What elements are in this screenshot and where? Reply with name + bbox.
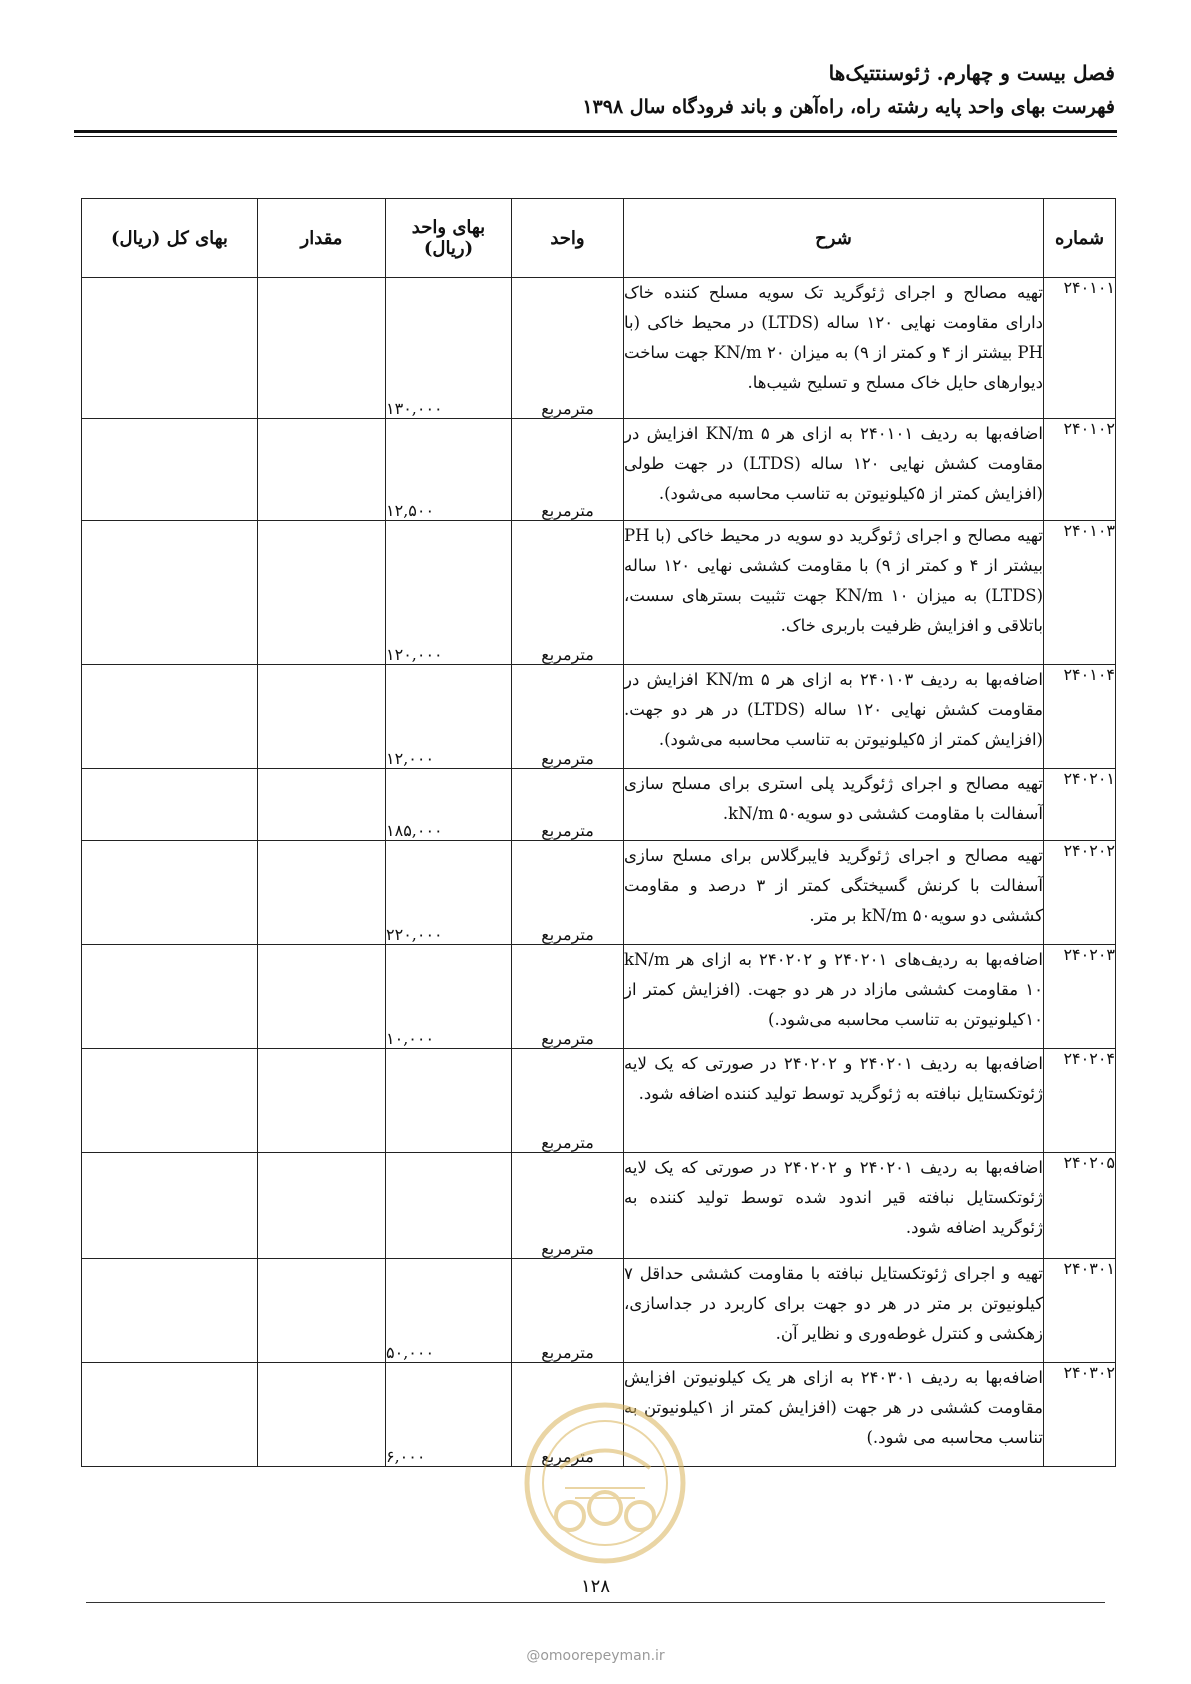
- row-quantity: [258, 521, 386, 665]
- table-row: [82, 521, 1116, 665]
- row-total-price: [82, 278, 258, 419]
- row-unit: مترمربع: [512, 1049, 624, 1153]
- row-unit: مترمربع: [512, 1153, 624, 1259]
- row-description: تهیه مصالح و اجرای ژئوگرید پلی استری برای مسلح سازی آسفالت با مقاومت کششی دو سویه۵۰ kN/m.: [624, 769, 1044, 841]
- row-total-price: [82, 665, 258, 769]
- row-total-price: [82, 945, 258, 1049]
- row-unit-price: ۱۸۵,۰۰۰: [386, 769, 512, 841]
- row-unit-price: ۶,۰۰۰: [386, 1363, 512, 1467]
- row-code: ۲۴۰۱۰۲: [1044, 419, 1116, 521]
- header-rule-thin: [74, 136, 1117, 137]
- row-quantity: [258, 841, 386, 945]
- row-code: ۲۴۰۲۰۵: [1044, 1153, 1116, 1259]
- row-total-price: [82, 1259, 258, 1363]
- column-header-total-price: بهای کل (ریال): [82, 199, 258, 278]
- row-code: ۲۴۰۲۰۳: [1044, 945, 1116, 1049]
- row-total-price: [82, 419, 258, 521]
- table-row: [82, 1363, 1116, 1467]
- page-header: [75, 58, 1115, 122]
- row-description: اضافه‌بها به ردیف ۲۴۰۱۰۱ به ازای هر KN/m ۵ افزایش در مقاومت کشش نهایی ۱۲۰ ساله (LTDS) در جهت طولی (افزایش کمتر از ۵کیلونیوتن به تناسب محاسبه می‌شود).: [624, 419, 1044, 521]
- column-header-quantity: مقدار: [258, 199, 386, 278]
- table-row: [82, 419, 1116, 521]
- row-code: ۲۴۰۳۰۲: [1044, 1363, 1116, 1467]
- row-unit: مترمربع: [512, 769, 624, 841]
- column-header-description: شرح: [624, 199, 1044, 278]
- row-quantity: [258, 1153, 386, 1259]
- page-number: ۱۲۸: [580, 1576, 610, 1597]
- table-row: [82, 1259, 1116, 1363]
- column-header-unit-price: بهای واحد (ریال): [386, 199, 512, 278]
- footer-rule: [86, 1602, 1105, 1603]
- row-code: ۲۴۰۲۰۱: [1044, 769, 1116, 841]
- row-unit: مترمربع: [512, 1259, 624, 1363]
- row-total-price: [82, 521, 258, 665]
- row-unit-price: ۱۳۰,۰۰۰: [386, 278, 512, 419]
- row-description: تهیه مصالح و اجرای ژئوگرید تک سویه مسلح کننده خاک دارای مقاومت نهایی ۱۲۰ ساله (LTDS) در محیط خاکی (با PH بیشتر از ۴ و کمتر از ۹) به میزان KN/m ۲۰ جهت ساخت دیوارهای حایل خاک مسلح و تسلیح شیب‌ها.: [624, 278, 1044, 419]
- table-header-row: [82, 199, 1116, 278]
- row-unit: مترمربع: [512, 665, 624, 769]
- row-total-price: [82, 1049, 258, 1153]
- chapter-title: فصل بیست و چهارم. ژئوسنتتیک‌ها: [828, 61, 1115, 85]
- row-unit-price: ۱۰,۰۰۰: [386, 945, 512, 1049]
- table-row: [82, 1049, 1116, 1153]
- table-row: [82, 278, 1116, 419]
- row-unit: مترمربع: [512, 945, 624, 1049]
- row-total-price: [82, 841, 258, 945]
- row-total-price: [82, 1153, 258, 1259]
- column-header-unit: واحد: [512, 199, 624, 278]
- row-unit-price: ۱۲,۵۰۰: [386, 419, 512, 521]
- row-quantity: [258, 665, 386, 769]
- row-description: تهیه و اجرای ژئوتکستایل نبافته با مقاومت کششی حداقل ۷ کیلونیوتن بر متر در هر دو جهت برای کاربرد در جداسازی، زهکشی و کنترل غوطه‌وری و نظایر آن.: [624, 1259, 1044, 1363]
- row-code: ۲۴۰۲۰۴: [1044, 1049, 1116, 1153]
- row-code: ۲۴۰۲۰۲: [1044, 841, 1116, 945]
- table-row: [82, 769, 1116, 841]
- table-row: [82, 945, 1116, 1049]
- row-unit: مترمربع: [512, 841, 624, 945]
- row-quantity: [258, 1049, 386, 1153]
- row-unit: مترمربع: [512, 278, 624, 419]
- row-description: تهیه مصالح و اجرای ژئوگرید دو سویه در محیط خاکی (با PH بیشتر از ۴ و کمتر از ۹) با مقاومت کششی نهایی ۱۲۰ ساله (LTDS) به میزان KN/m ۱۰ جهت تثبیت بسترهای سست، باتلاقی و افزایش ظرفیت باربری خاک.: [624, 521, 1044, 665]
- row-description: اضافه‌بها به ردیف ۲۴۰۲۰۱ و ۲۴۰۲۰۲ در صورتی که یک لایه ژئوتکستایل نبافته به ژئوگرید توسط تولید کننده اضافه شود.: [624, 1049, 1044, 1153]
- row-code: ۲۴۰۳۰۱: [1044, 1259, 1116, 1363]
- table-row: [82, 1153, 1116, 1259]
- row-description: اضافه‌بها به ردیف ۲۴۰۲۰۱ و ۲۴۰۲۰۲ در صورتی که یک لایه ژئوتکستایل نبافته قیر اندود شده توسط تولید کننده به ژئوگرید اضافه شود.: [624, 1153, 1044, 1259]
- column-header-number: شماره: [1044, 199, 1116, 278]
- watermark-site-text: @omoorepeyman.ir: [526, 1648, 665, 1664]
- row-quantity: [258, 945, 386, 1049]
- document-subtitle: فهرست بهای واحد پایه رشته راه، راه‌آهن و باند فرودگاه سال ۱۳۹۸: [582, 96, 1115, 118]
- row-unit-price: ۵۰,۰۰۰: [386, 1259, 512, 1363]
- row-unit: مترمربع: [512, 521, 624, 665]
- row-description: اضافه‌بها به ردیف‌های ۲۴۰۲۰۱ و ۲۴۰۲۰۲ به ازای هر kN/m ۱۰ مقاومت کششی مازاد در هر دو جهت. (افزایش کمتر از ۱۰کیلونیوتن به تناسب محاسبه می‌شود.): [624, 945, 1044, 1049]
- table-row: [82, 841, 1116, 945]
- row-code: ۲۴۰۱۰۴: [1044, 665, 1116, 769]
- row-description: اضافه‌بها به ردیف ۲۴۰۱۰۳ به ازای هر KN/m ۵ افزایش در مقاومت کشش نهایی ۱۲۰ ساله (LTDS) در هر دو جهت. (افزایش کمتر از ۵کیلونیوتن به تناسب محاسبه می‌شود).: [624, 665, 1044, 769]
- table-row: [82, 665, 1116, 769]
- row-unit-price: ۲۲۰,۰۰۰: [386, 841, 512, 945]
- row-unit: مترمربع: [512, 419, 624, 521]
- row-description: اضافه‌بها به ردیف ۲۴۰۳۰۱ به ازای هر یک کیلونیوتن افزایش مقاومت کششی در هر جهت (افزایش کمتر از ۱کیلونیوتن به تناسب محاسبه می شود.): [624, 1363, 1044, 1467]
- row-code: ۲۴۰۱۰۳: [1044, 521, 1116, 665]
- row-code: ۲۴۰۱۰۱: [1044, 278, 1116, 419]
- row-unit-price: [386, 1049, 512, 1153]
- price-list-table: [81, 198, 1116, 1467]
- row-total-price: [82, 769, 258, 841]
- row-quantity: [258, 419, 386, 521]
- row-quantity: [258, 278, 386, 419]
- row-unit: مترمربع: [512, 1363, 624, 1467]
- row-quantity: [258, 1363, 386, 1467]
- row-description: تهیه مصالح و اجرای ژئوگرید فایبرگلاس برای مسلح سازی آسفالت با کرنش گسیختگی کمتر از ۳ درصد و مقاومت کششی دو سویه۵۰ kN/m بر متر.: [624, 841, 1044, 945]
- row-unit-price: ۱۲۰,۰۰۰: [386, 521, 512, 665]
- row-total-price: [82, 1363, 258, 1467]
- row-quantity: [258, 1259, 386, 1363]
- row-quantity: [258, 769, 386, 841]
- header-rule-thick: [74, 130, 1117, 133]
- row-unit-price: [386, 1153, 512, 1259]
- row-unit-price: ۱۲,۰۰۰: [386, 665, 512, 769]
